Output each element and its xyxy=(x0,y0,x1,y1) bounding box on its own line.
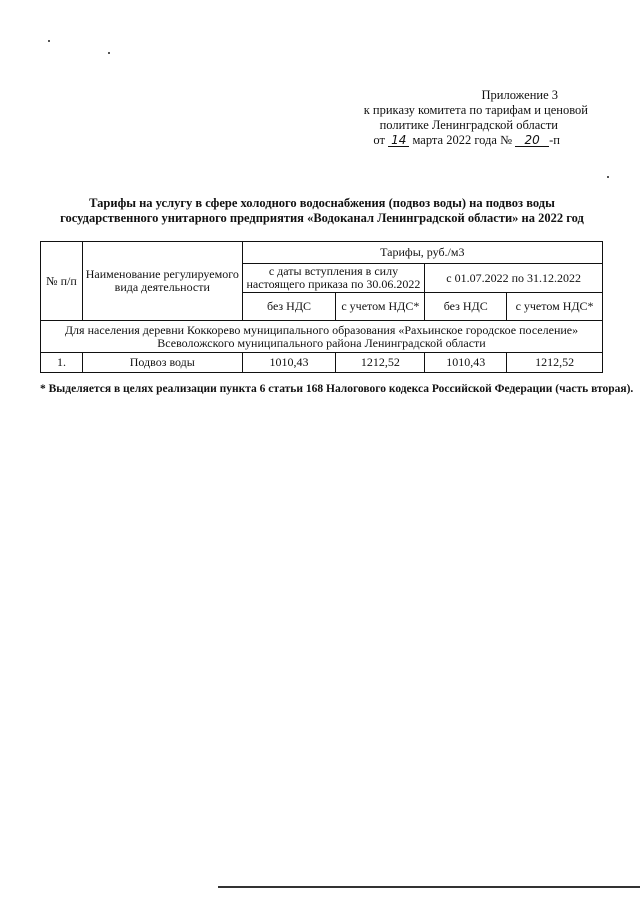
header-period-2: с 01.07.2022 по 31.12.2022 xyxy=(425,264,603,293)
header-p1-no-vat: без НДС xyxy=(242,293,336,321)
header-number: № п/п xyxy=(41,242,83,321)
handwritten-day: 14 xyxy=(388,135,409,147)
date-middle: марта 2022 года № xyxy=(412,133,513,147)
header-period-1: с даты вступления в силу настоящего приказа по 30.06.2022 xyxy=(242,264,425,293)
scan-dot xyxy=(108,52,110,54)
row-p2-with-vat: 1212,52 xyxy=(507,353,603,373)
date-prefix: от xyxy=(373,133,385,147)
header-p2-with-vat: с учетом НДС* xyxy=(507,293,603,321)
row-p1-with-vat: 1212,52 xyxy=(336,353,425,373)
scan-dot xyxy=(48,40,50,42)
scan-dot xyxy=(607,176,609,178)
appendix-date-line xyxy=(328,133,588,148)
header-activity: Наименование регулируемого вида деятельности xyxy=(82,242,242,321)
footnote: * Выделяется в целях реализации пункта 6 статьи 168 Налогового кодекса Российской Федерации (часть вторая). xyxy=(40,383,634,395)
scan-edge-line xyxy=(218,886,640,888)
document-title-line-2: государственного унитарного предприятия «Водоканал Ленинградской области» на 2022 год xyxy=(60,211,584,225)
handwritten-order-number: 20 xyxy=(515,135,549,147)
document-title xyxy=(40,196,604,226)
header-p2-no-vat: без НДС xyxy=(425,293,507,321)
group-header-row: Для населения деревни Коккорево муниципального образования «Рахьинское городское поселение» Всеволожского муниципального района Ленинградской области xyxy=(41,321,603,353)
appendix-line-2: к приказу комитета по тарифам и ценовой xyxy=(363,103,588,117)
tariffs-table xyxy=(40,241,603,373)
appendix-line-3: политике Ленинградской области xyxy=(379,118,558,132)
row-p2-no-vat: 1010,43 xyxy=(425,353,507,373)
table-row xyxy=(41,353,603,373)
order-number-suffix: -п xyxy=(549,133,560,147)
row-activity: Подвоз воды xyxy=(82,353,242,373)
row-number: 1. xyxy=(41,353,83,373)
document-title-line-1: Тарифы на услугу в сфере холодного водоснабжения (подвоз воды) на подвоз воды xyxy=(89,196,555,210)
header-p1-with-vat: с учетом НДС* xyxy=(336,293,425,321)
header-tariffs: Тарифы, руб./м3 xyxy=(242,242,602,264)
appendix-line-1: Приложение 3 xyxy=(481,88,558,102)
row-p1-no-vat: 1010,43 xyxy=(242,353,336,373)
appendix-reference xyxy=(328,88,588,148)
